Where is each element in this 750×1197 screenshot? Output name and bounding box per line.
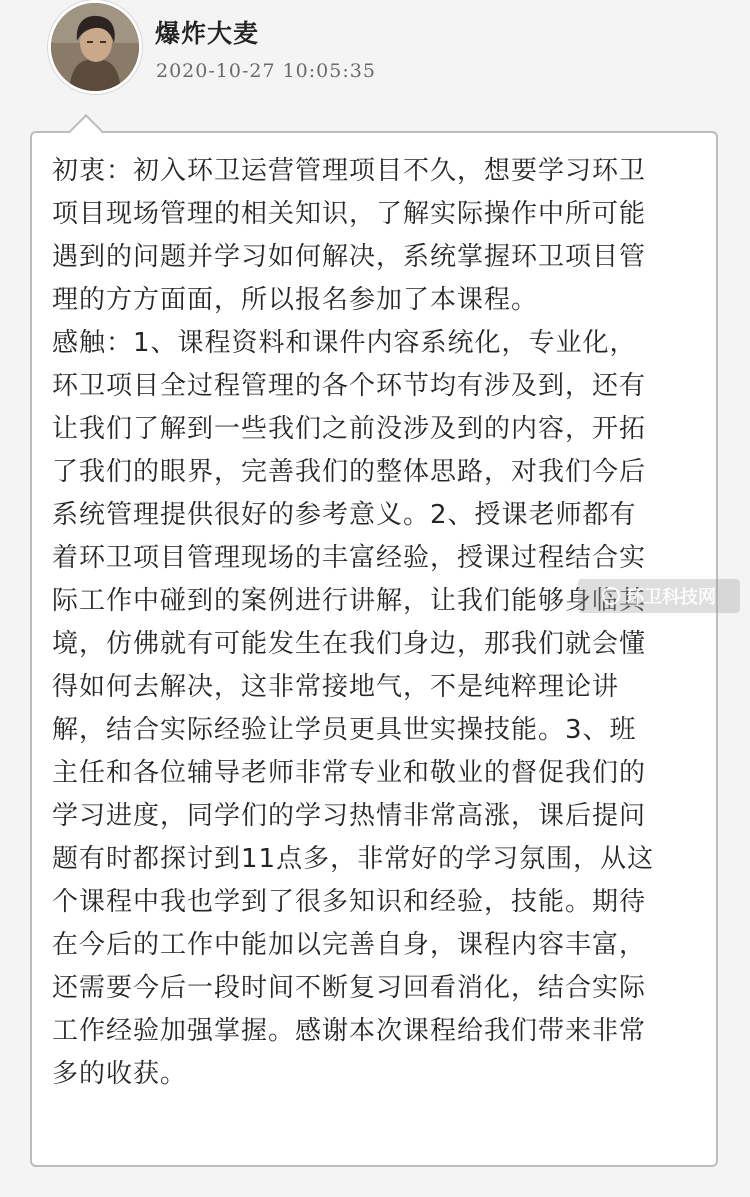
logo-icon (602, 587, 620, 605)
author-name[interactable]: 爆炸大麦 (155, 19, 260, 48)
avatar[interactable] (48, 0, 142, 94)
watermark (578, 579, 740, 613)
watermark-text: 环卫科技网 (626, 587, 716, 608)
post-timestamp: 2020-10-27 10:05:35 (156, 60, 376, 82)
comment-text: 初衷：初入环卫运营管理项目不久，想要学习环卫 项目现场管理的相关知识，了解实际操作中所可能 遇到的问题并学习如何解决，系统掌握环卫项目管 理的方方面面，所以报名参加了本课程。 感触：1、课程资料和课件内容系统化，专业化， 环卫项目全过程管理的各个环节均有涉及到，还有 让我们了解到一些我们之前没涉及到的内容，开拓 了我们的眼界，完善我们的整体思路，对我们今后 系统管理提供很好的参考意义。2、授课老师都有 着环卫项目管理现场的丰富经验，授课过程结合实 际工作中碰到的案例进行讲解，让我们能够身临其 境，仿佛就有可能发生在我们身边，那我们就会懂 得如何去解决，这非常接地气，不是纯粹理论讲 解，结合实际经验让学员更具世实操技能。3、班 主任和各位辅导老师非常专业和敬业的督促我们的 学习进度，同学们的学习热情非常高涨，课后提问 题有时都探讨到11点多，非常好的学习氛围，从这 个课程中我也学到了很多知识和经验，技能。期待 在今后的工作中能加以完善自身，课程内容丰富， 还需要今后一段时间不断复习回看消化，结合实际 工作经验加强掌握。感谢本次课程给我们带来非常 多的收获。 (52, 156, 655, 1089)
avatar-portrait-icon (51, 3, 139, 91)
post-header (0, 0, 750, 120)
